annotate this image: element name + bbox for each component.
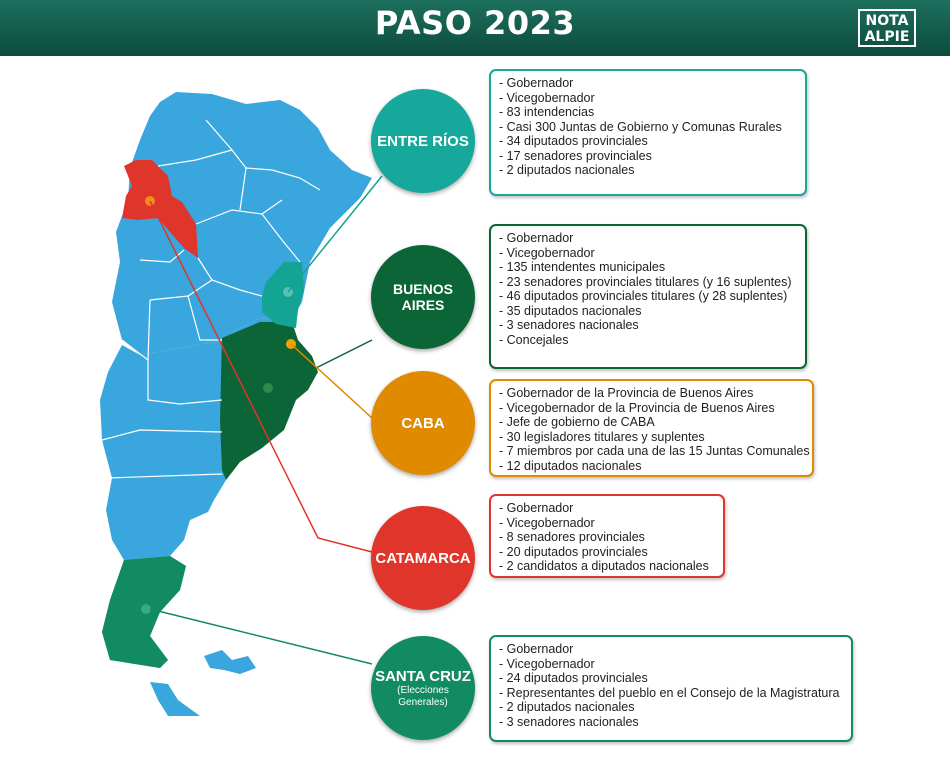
list-item: - Concejales: [499, 332, 569, 347]
list-item: - 3 senadores nacionales: [499, 714, 639, 729]
caba-box: [489, 379, 814, 477]
map-north-region: [112, 92, 372, 355]
list-item: - 12 diputados nacionales: [499, 458, 642, 473]
entre-rios-list: [499, 76, 797, 178]
list-item: - Vicegobernador: [499, 90, 595, 105]
santa-cruz-connector: [150, 609, 372, 664]
list-item: - 3 senadores nacionales: [499, 318, 639, 332]
list-item: - 2 diputados nacionales: [499, 163, 635, 177]
buenos-aires-box: [489, 224, 807, 369]
caba-list: [499, 386, 810, 473]
list-item: - Casi 300 Juntas de Gobierno y Comunas Rurales: [499, 119, 782, 134]
logo-line1: NOTA: [865, 13, 909, 29]
list-item: - 35 diputados nacionales: [499, 303, 642, 318]
logo-line2: ALPIE: [864, 29, 910, 45]
santa-cruz-label: SANTA CRUZ: [375, 667, 471, 685]
santa-cruz-sub1: (Elecciones: [397, 684, 449, 696]
list-item: - 17 senadores provinciales: [499, 148, 652, 163]
santa-cruz-sub2: Generales): [398, 696, 448, 708]
map-patagonia-region: [106, 470, 226, 560]
list-item: - 46 diputados provinciales titulares (y 28 suplentes): [499, 289, 788, 303]
entre-rios-label: ENTRE RÍOS: [377, 132, 469, 150]
entre-rios-box: [489, 69, 807, 196]
santa-cruz-marker: [141, 604, 151, 614]
list-item: - 7 miembros por cada una de las 15 Juntas Comunales: [499, 444, 810, 458]
list-item: - 20 diputados provinciales: [499, 544, 648, 559]
list-item: - Gobernador: [499, 76, 574, 90]
tierra-del-fuego-shape: [150, 682, 200, 716]
buenos-aires-list: [499, 231, 797, 347]
caba-label: CABA: [401, 414, 445, 432]
catamarca-box: [489, 494, 725, 578]
list-item: - Vicegobernador: [499, 245, 595, 260]
list-item: - 2 diputados nacionales: [499, 700, 635, 714]
list-item: - 83 intendencias: [499, 105, 595, 119]
catamarca-circle: [371, 506, 475, 610]
list-item: - Vicegobernador de la Provincia de Buenos Aires: [499, 400, 775, 415]
list-item: - 8 senadores provinciales: [499, 530, 645, 544]
buenos-aires-connector: [312, 340, 372, 370]
list-item: - Gobernador: [499, 231, 574, 245]
list-item: - 30 legisladores titulares y suplentes: [499, 429, 705, 444]
list-item: - Vicegobernador: [499, 515, 595, 530]
list-item: - 23 senadores provinciales titulares (y 16 suplentes): [499, 274, 792, 289]
list-item: - Jefe de gobierno de CABA: [499, 415, 655, 429]
buenos-aires-label: BUENOS AIRES: [393, 281, 453, 313]
malvinas-shape: [204, 650, 256, 674]
list-item: - Representantes del pueblo en el Consejo de la Magistratura: [499, 685, 840, 700]
list-item: - Gobernador: [499, 642, 574, 656]
catamarca-label: CATAMARCA: [375, 549, 471, 567]
list-item: - Gobernador de la Provincia de Buenos Aires: [499, 386, 754, 400]
list-item: - 135 intendentes municipales: [499, 260, 666, 274]
catamarca-list: [499, 501, 715, 574]
list-item: - 24 diputados provinciales: [499, 671, 648, 685]
logo: [858, 9, 916, 47]
santa-cruz-box: [489, 635, 853, 742]
santa-cruz-list: [499, 642, 843, 729]
page-title: PASO 2023: [374, 4, 576, 42]
buenos-aires-shape: [220, 322, 318, 480]
list-item: - 2 candidatos a diputados nacionales: [499, 559, 709, 573]
caba-circle: [371, 371, 475, 475]
entre-rios-circle: [371, 89, 475, 193]
list-item: - Vicegobernador: [499, 656, 595, 671]
list-item: - Gobernador: [499, 501, 574, 515]
santa-cruz-circle: [371, 636, 475, 740]
buenos-aires-circle: [371, 245, 475, 349]
buenos-aires-marker: [263, 383, 273, 393]
list-item: - 34 diputados provinciales: [499, 134, 648, 148]
